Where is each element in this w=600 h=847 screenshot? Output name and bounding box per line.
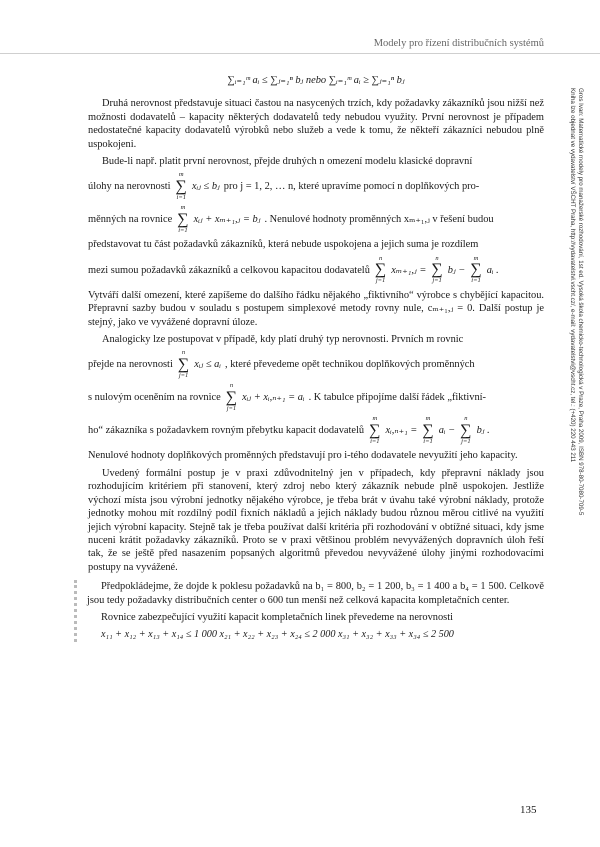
expression: xᵢⱼ + xᵢ,ₙ₊₁ = aᵢ <box>242 392 305 404</box>
inequality-line: x₁₁ + x₁₂ + x₁₃ + x₁₄ ≤ 1 000 x₂₁ + x₂₂ + x₂₃ + x₂₄ ≤ 2 000 x₃₁ + x₃₂ + x₃₃ + x₃₄ ≤ 2 500 <box>101 629 454 641</box>
sum-lower: j=1 <box>375 277 386 285</box>
side-note-line-2: Kniha lze objednat ve vydavatelství VŠCHT Praha, http://vydavatelstvi.vscht.cz/, e-mail: vydavatelstvi@vscht.cz, tel.: (+420) 220 443 211 <box>569 88 577 463</box>
sum-upper: n <box>378 254 383 262</box>
sum-lower: i=1 <box>370 437 380 445</box>
sum-upper: m <box>425 415 431 423</box>
sum-lower: j=1 <box>226 404 237 412</box>
paragraph-2-line-2 <box>88 172 544 201</box>
text: s nulovým oceněním na rovnice <box>88 392 221 404</box>
text: mezi sumou požadavků zákazníků a celkovou kapacitou dodavatelů <box>88 264 370 276</box>
sum-upper: n <box>229 382 234 390</box>
sum-symbol <box>375 256 386 285</box>
text: úlohy na nerovnosti <box>88 181 171 193</box>
header-rule <box>0 53 600 54</box>
paragraph-2-line-5 <box>88 256 544 285</box>
sum-upper: n <box>464 415 468 423</box>
sum-upper: m <box>372 415 378 423</box>
expression: xᵢ,ₙ₊₁ = <box>385 425 418 437</box>
text: pro j = 1, 2, … n, které upravíme pomocí n doplňkových pro- <box>223 181 480 193</box>
sum-sign: ∑ <box>225 388 238 406</box>
sum-sign: ∑ <box>177 210 189 228</box>
sum-upper: m <box>473 254 479 262</box>
expression: bⱼ − <box>447 264 466 276</box>
sum-lower: i=1 <box>178 226 188 234</box>
paragraph-3: Vytváří další omezení, které zapíšeme do dalšího řádku nějakého „fiktivního“ výrobce s chybějící kapacitou. Přepravní sazby budou v souladu s postupem simplexové metody rovny nule, cₘ₊₁,ⱼ = 0. Další postup je stejný, jako ve vyvážené dopravní úloze. <box>88 289 544 328</box>
expression: xᵢⱼ ≤ bⱼ <box>191 181 220 193</box>
text: . Nenulové hodnoty proměnných xₘ₊₁,ⱼ v řešení budou <box>264 214 494 226</box>
sum-symbol <box>178 350 189 379</box>
sum-symbol <box>369 416 380 445</box>
paragraph-4-line-4 <box>88 416 544 445</box>
example-block <box>74 580 544 642</box>
paragraph-4-line-1: Analogicky lze postupovat v případě, kdy platí druhý typ nerovnosti. Prvních m rovnic <box>102 334 464 346</box>
sum-sign: ∑ <box>460 421 472 439</box>
sum-upper: n <box>435 254 439 262</box>
text: měnných na rovnice <box>88 214 173 226</box>
side-note <box>569 88 584 648</box>
expression: bⱼ . <box>476 425 490 437</box>
sum-symbol <box>176 172 187 201</box>
expression: aᵢ − <box>438 425 456 437</box>
sum-symbol <box>460 416 471 445</box>
sum-upper: m <box>178 171 184 179</box>
text: ho“ zákazníka s požadavkem rovným přebytku kapacit dodavatelů <box>88 425 365 437</box>
expression: aᵢ . <box>486 264 499 276</box>
paragraph-5: Uvedený formální postup je v praxi zdůvodnitelný jen v případech, kdy přepravní náklady jsou rozhodujícím kritériem při stanovení, který zdroj nebo který zákazník nebude plně uspokojen. Jestliže výchozí místa jsou výrobní jednotky nějakého výrobce, je třeba brát v úvahu také výrobní náklady, protože jednotky mohou mít rozdílný podíl fixních nákladů a jejich náklady budou různou měrou citlivé na využití jejich výrobní kapacity. Stejně tak je třeba používat další kritéria při rozhodování v obtížné situaci, kdy jsme nuceni krátit požadavky zákazníků. Proto se v praxi většinou problém nevyvážených dopravních úloh řeší tak, že se ještě před nasazením popsaných algoritmů převedou nevyvážené úlohy jinými rozhodovacími postupy na vyvážené. <box>88 467 544 573</box>
paragraph-2-line-1: Bude-li např. platit první nerovnost, přejde druhých n omezení modelu klasické dopravní <box>102 156 473 168</box>
sum-lower: i=1 <box>176 193 186 201</box>
sum-upper: n <box>181 349 186 357</box>
text: , které převedeme opět technikou doplňkových proměnných <box>225 359 475 371</box>
sum-sign: ∑ <box>374 261 387 279</box>
text: přejde na nerovnosti <box>88 359 173 371</box>
sum-symbol <box>422 416 433 445</box>
text: . K tabulce připojíme další řádek „fiktivní- <box>308 392 487 404</box>
sum-upper: m <box>180 204 186 212</box>
sum-lower: i=1 <box>423 437 433 445</box>
sum-lower: j=1 <box>461 437 471 445</box>
paragraph-4-line-2 <box>88 350 544 379</box>
sum-sign: ∑ <box>175 177 187 195</box>
sum-lower: j=1 <box>178 371 189 379</box>
sum-sign: ∑ <box>369 421 381 439</box>
sum-symbol <box>470 256 481 285</box>
sum-symbol <box>226 383 237 412</box>
expression: xᵢⱼ ≤ aᵢ <box>194 359 221 371</box>
page-number: 135 <box>520 804 537 816</box>
sum-sign: ∑ <box>177 355 190 373</box>
expression: xₘ₊₁,ⱼ = <box>391 264 427 276</box>
formula-top: ∑ᵢ₌₁ᵐ aᵢ ≤ ∑ⱼ₌₁ⁿ bⱼ nebo ∑ᵢ₌₁ᵐ aᵢ ≥ ∑ⱼ₌₁ⁿ bⱼ <box>227 75 405 86</box>
example-paragraph-2: Rovnice zabezpečující využití kapacit kompletačních linek převedeme na nerovnosti <box>101 611 453 623</box>
paragraph-1: Druhá nerovnost představuje situaci častou na nasycených trzích, kdy požadavky zákazníků jsou nižší než možnosti dodavatelů – kapacity některých dodavatelů tedy nebudou využity. První nerovnost je případem nedostatečné kapacity dodavatelů výrobků nebo služeb a vede k tomu, že někteří zákazníci nebudou plně uspokojeni. <box>88 98 544 150</box>
side-note-line-1: Gros Ivan: Matematické modely pro manažerské rozhodování, 1st ed. Vysoká škola chemicko-technologická v Praze, Praha 2009, ISBN 978-80-7080-709-5 <box>577 88 584 516</box>
sum-lower: i=1 <box>471 277 481 285</box>
expression: xᵢⱼ + xₘ₊₁,ⱼ = bⱼ <box>193 214 261 226</box>
page-body <box>88 72 544 646</box>
sum-symbol <box>177 205 188 234</box>
sum-sign: ∑ <box>431 261 443 279</box>
sum-sign: ∑ <box>470 261 482 279</box>
running-head: Modely pro řízení distribučních systémů <box>373 38 544 49</box>
paragraph-4-line-3 <box>88 383 544 412</box>
sum-lower: j=1 <box>432 277 442 285</box>
sum-symbol <box>431 256 442 285</box>
sum-sign: ∑ <box>422 421 434 439</box>
paragraph-2-line-4: představovat tu část požadavků zákazníků, která nebude uspokojena a jejich suma je rozdílem <box>88 239 479 251</box>
example-paragraph-1: Předpokládejme, že dojde k poklesu požadavků na b₁ = 800, b₂ = 1 200, b₃ = 1 400 a b₄ = 1 500. Celkově jsou tedy požadavky distribučních center o 600 tun menší než celková kapacita kompletačních center. <box>87 581 544 606</box>
paragraph-2-line-3 <box>88 205 544 234</box>
paragraph-4-end: Nenulové hodnoty doplňkových proměnných představují pro i-tého dodavatele nevyužití jeho kapacity. <box>88 450 518 462</box>
